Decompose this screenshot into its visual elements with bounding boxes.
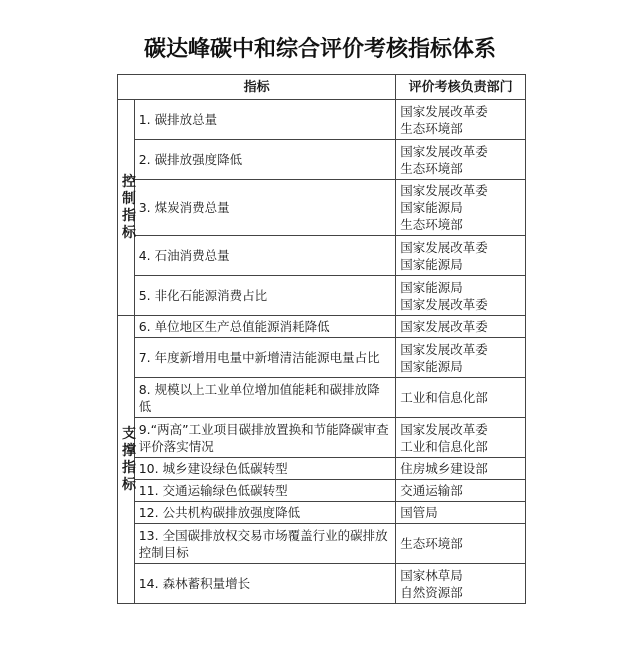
- department-cell: [396, 378, 526, 418]
- category-label: 控 制 指 标: [118, 100, 135, 316]
- department-name: 生态环境部: [400, 217, 463, 232]
- indicator-cell: 12. 公共机构碳排放强度降低: [134, 502, 396, 524]
- indicator-cell: 14. 森林蓄积量增长: [134, 564, 396, 604]
- indicator-cell: 5. 非化石能源消费占比: [134, 276, 396, 316]
- department-cell: [396, 276, 526, 316]
- department-name: 工业和信息化部: [400, 390, 488, 405]
- table-row: [118, 316, 526, 338]
- indicator-cell: 13. 全国碳排放权交易市场覆盖行业的碳排放控制目标: [134, 524, 396, 564]
- department-name: 国家能源局: [400, 256, 463, 272]
- indicator-cell: 8. 规模以上工业单位增加值能耗和碳排放降低: [134, 378, 396, 418]
- department-name: 自然资源部: [400, 584, 463, 600]
- department-name: 国家发展改革委: [400, 239, 488, 255]
- table-body: [118, 100, 526, 604]
- department-name: 交通运输部: [400, 483, 463, 498]
- indicator-cell: 11. 交通运输绿色低碳转型: [134, 480, 396, 502]
- department-name: 工业和信息化部: [400, 438, 488, 454]
- table-row: [118, 100, 526, 140]
- department-cell: [396, 418, 526, 458]
- department-name: 生态环境部: [400, 160, 463, 176]
- department-name: 国家发展改革委: [400, 319, 488, 334]
- table-row: [118, 524, 526, 564]
- department-name: 国家发展改革委: [400, 421, 488, 437]
- department-cell: [396, 100, 526, 140]
- table-row: [118, 140, 526, 180]
- page-title: 碳达峰碳中和综合评价考核指标体系: [143, 37, 496, 62]
- category-label: 支 撑 指 标: [118, 316, 135, 604]
- department-cell: [396, 458, 526, 480]
- department-cell: [396, 236, 526, 276]
- table-row: [118, 480, 526, 502]
- department-cell: [396, 524, 526, 564]
- indicator-cell: 7. 年度新增用电量中新增清洁能源电量占比: [134, 338, 396, 378]
- indicator-cell: 2. 碳排放强度降低: [134, 140, 396, 180]
- department-name: 国管局: [400, 505, 438, 520]
- department-name: 国家能源局: [400, 358, 463, 374]
- department-name: 国家发展改革委: [400, 183, 488, 198]
- table-row: [118, 418, 526, 458]
- table-row: [118, 502, 526, 524]
- department-name: 国家发展改革委: [400, 341, 488, 357]
- table-header-row: [118, 75, 526, 100]
- indicator-cell: 4. 石油消费总量: [134, 236, 396, 276]
- department-cell: [396, 140, 526, 180]
- table-row: [118, 564, 526, 604]
- indicator-table: [117, 74, 526, 604]
- table-row: [118, 276, 526, 316]
- indicator-cell: 10. 城乡建设绿色低碳转型: [134, 458, 396, 480]
- department-name: 国家林草局: [400, 567, 463, 583]
- department-name: 国家发展改革委: [400, 143, 488, 159]
- department-cell: [396, 338, 526, 378]
- department-cell: [396, 180, 526, 236]
- department-name: 国家能源局: [400, 279, 463, 295]
- indicator-cell: 6. 单位地区生产总值能源消耗降低: [134, 316, 396, 338]
- indicator-cell: 1. 碳排放总量: [134, 100, 396, 140]
- department-name: 国家能源局: [400, 200, 463, 215]
- table-row: [118, 458, 526, 480]
- header-department: 评价考核负责部门: [396, 75, 526, 100]
- header-indicator: 指标: [118, 75, 396, 100]
- department-cell: [396, 502, 526, 524]
- table-row: [118, 180, 526, 236]
- table-row: [118, 338, 526, 378]
- department-cell: [396, 564, 526, 604]
- table-row: [118, 378, 526, 418]
- department-name: 生态环境部: [400, 536, 463, 551]
- department-name: 国家发展改革委: [400, 103, 488, 119]
- department-name: 住房城乡建设部: [400, 461, 488, 476]
- table-row: [118, 236, 526, 276]
- department-cell: [396, 316, 526, 338]
- department-cell: [396, 480, 526, 502]
- indicator-cell: 9.“两高”工业项目碳排放置换和节能降碳审查评价落实情况: [134, 418, 396, 458]
- department-name: 国家发展改革委: [400, 296, 488, 312]
- department-name: 生态环境部: [400, 120, 463, 136]
- indicator-cell: 3. 煤炭消费总量: [134, 180, 396, 236]
